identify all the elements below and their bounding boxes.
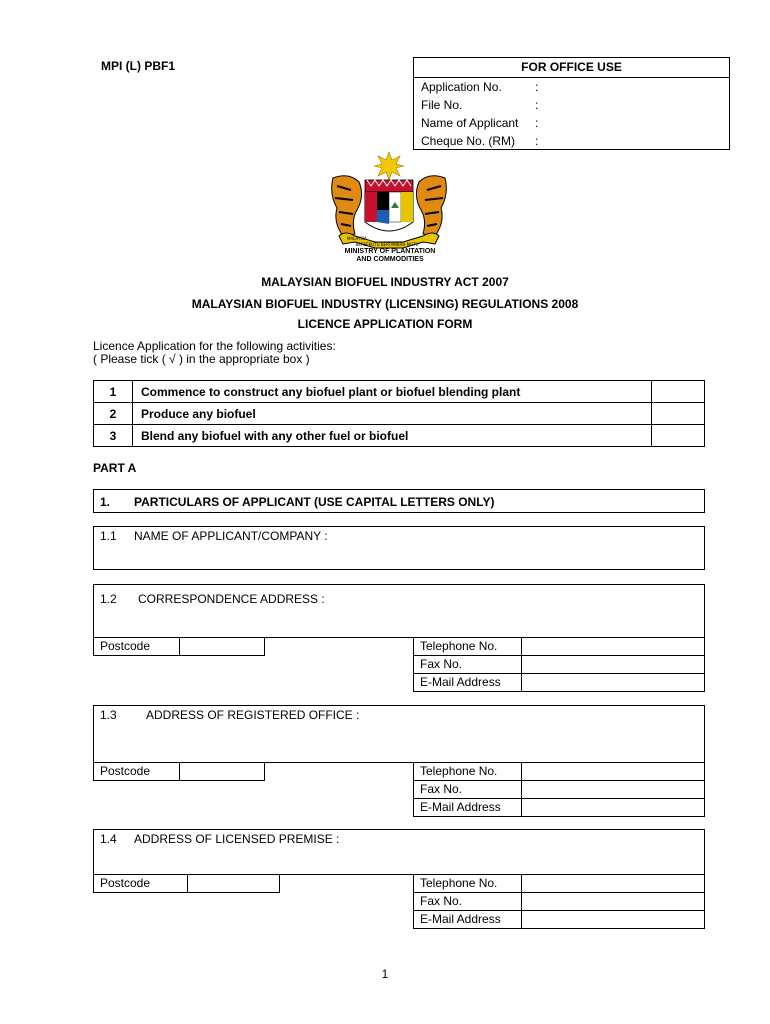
ministry-name: MINISTRY OF PLANTATION AND COMMODITIES: [344, 248, 436, 263]
postcode-label: Postcode: [93, 762, 180, 781]
licensed-premise-label: ADDRESS OF LICENSED PREMISE :: [134, 832, 340, 846]
telephone-input[interactable]: [521, 637, 705, 656]
motto-right: BERSEKUTU BERTAMBAH MUTU: [355, 242, 419, 247]
activity-tick-box[interactable]: [652, 425, 705, 447]
activity-description: Commence to construct any biofuel plant or biofuel blending plant: [133, 381, 652, 403]
form-code: MPI (L) PBF1: [101, 59, 175, 73]
registered-office-field[interactable]: 1.3 ADDRESS OF REGISTERED OFFICE :: [93, 705, 705, 763]
fax-input[interactable]: [521, 892, 705, 911]
section-1-header: 1. PARTICULARS OF APPLICANT (USE CAPITAL LETTERS ONLY): [93, 489, 705, 513]
email-label: E-Mail Address: [413, 910, 522, 929]
act-title: MALAYSIAN BIOFUEL INDUSTRY ACT 2007: [261, 275, 509, 289]
activity-description: Produce any biofuel: [133, 403, 652, 425]
page-number: 1: [381, 967, 389, 981]
activity-tick-box[interactable]: [652, 403, 705, 425]
applicant-name-label: NAME OF APPLICANT/COMPANY :: [134, 529, 328, 543]
telephone-input[interactable]: [521, 874, 705, 893]
activity-row: [94, 403, 705, 425]
fax-label: Fax No.: [413, 892, 522, 911]
activity-description: Blend any biofuel with any other fuel or biofuel: [133, 425, 652, 447]
email-input[interactable]: [521, 798, 705, 817]
part-heading: PART A: [93, 461, 137, 475]
intro-line-1: Licence Application for the following activities:: [93, 339, 336, 353]
activity-number: 1: [94, 381, 133, 403]
office-row-file-no: File No. :: [421, 98, 539, 112]
telephone-label: Telephone No.: [413, 637, 522, 656]
motto-left: MALAYSIA: [347, 236, 367, 241]
office-row-application-no: Application No. :: [421, 80, 539, 94]
correspondence-address-label: CORRESPONDENCE ADDRESS :: [138, 592, 325, 606]
postcode-label: Postcode: [93, 637, 180, 656]
office-row-name-of-applicant: Name of Applicant :: [421, 116, 539, 130]
postcode-label: Postcode: [93, 874, 188, 893]
email-input[interactable]: [521, 910, 705, 929]
applicant-name-field[interactable]: 1.1 NAME OF APPLICANT/COMPANY :: [93, 526, 705, 570]
telephone-input[interactable]: [521, 762, 705, 781]
office-row-cheque-no: Cheque No. (RM) :: [421, 134, 539, 148]
email-input[interactable]: [521, 673, 705, 692]
coat-of-arms-logo: [325, 150, 453, 252]
regulations-title: MALAYSIAN BIOFUEL INDUSTRY (LICENSING) REGULATIONS 2008: [191, 297, 579, 311]
licensed-premise-field[interactable]: 1.4 ADDRESS OF LICENSED PREMISE :: [93, 829, 705, 875]
activity-tick-box[interactable]: [652, 381, 705, 403]
postcode-input[interactable]: [179, 637, 265, 656]
section-1-title: PARTICULARS OF APPLICANT (USE CAPITAL LETTERS ONLY): [134, 495, 495, 509]
intro-line-2: ( Please tick ( √ ) in the appropriate box ): [93, 352, 310, 366]
office-use-title: FOR OFFICE USE: [414, 58, 729, 78]
telephone-label: Telephone No.: [413, 874, 522, 893]
activities-table: [93, 380, 705, 447]
email-label: E-Mail Address: [413, 673, 522, 692]
office-use-box: [413, 57, 730, 150]
fax-label: Fax No.: [413, 655, 522, 674]
activity-row: [94, 381, 705, 403]
activity-row: [94, 425, 705, 447]
fax-input[interactable]: [521, 655, 705, 674]
postcode-input[interactable]: [187, 874, 280, 893]
registered-office-label: ADDRESS OF REGISTERED OFFICE :: [146, 708, 360, 722]
activity-number: 3: [94, 425, 133, 447]
form-title: LICENCE APPLICATION FORM: [297, 317, 473, 331]
postcode-input[interactable]: [179, 762, 265, 781]
fax-input[interactable]: [521, 780, 705, 799]
activity-number: 2: [94, 403, 133, 425]
fax-label: Fax No.: [413, 780, 522, 799]
correspondence-address-field[interactable]: 1.2 CORRESPONDENCE ADDRESS :: [93, 584, 705, 638]
email-label: E-Mail Address: [413, 798, 522, 817]
telephone-label: Telephone No.: [413, 762, 522, 781]
